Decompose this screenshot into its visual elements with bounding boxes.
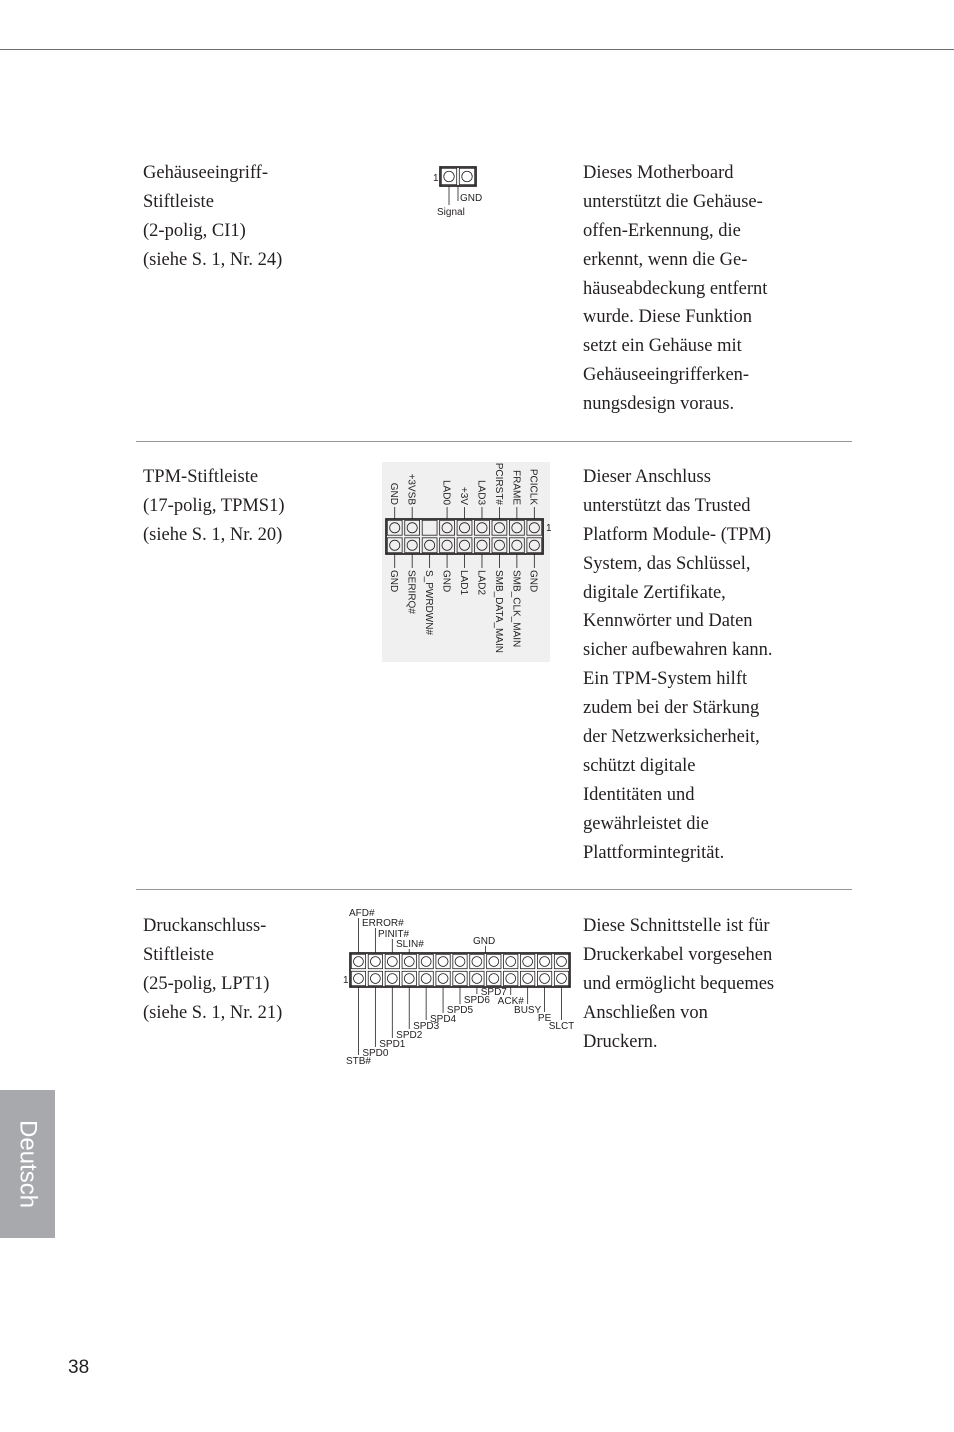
- section-divider: [136, 889, 852, 890]
- lpt-bottom-pin-label: ACK#: [497, 996, 524, 1007]
- tpm-description-line: System, das Schlüssel,: [583, 553, 751, 574]
- pin1-marker: 1: [343, 975, 349, 986]
- pin-hole: [387, 957, 397, 967]
- pin-hole: [557, 957, 567, 967]
- tpm-description: [583, 463, 773, 867]
- tpm-description-line: sicher aufbewahren kann.: [583, 640, 773, 661]
- tpm-title-line: (siehe S. 1, Nr. 20): [143, 524, 283, 545]
- lpt-title-line: (siehe S. 1, Nr. 21): [143, 1002, 283, 1023]
- tpm-top-pin-label: LAD0: [440, 479, 452, 505]
- tpm-description-line: digitale Zertifikate,: [583, 582, 726, 603]
- lpt-top-pin-label: PINIT#: [378, 929, 410, 940]
- pin-hole: [438, 974, 448, 984]
- lpt-bottom-pin-label: SPD1: [379, 1039, 406, 1050]
- pin-hole: [540, 974, 550, 984]
- pin-hole: [421, 957, 431, 967]
- pin-hole: [489, 957, 499, 967]
- tpm-description-line: Platform Module- (TPM): [583, 524, 772, 545]
- tpm-description-line: gewährleistet die: [583, 813, 709, 834]
- lpt-top-pin-label: ERROR#: [362, 918, 404, 929]
- pin-label-signal: Signal: [437, 207, 465, 218]
- tpm-top-pin-label: +3V: [457, 486, 469, 505]
- language-tab-label: Deutsch: [14, 1119, 42, 1209]
- pin-hole: [540, 957, 550, 967]
- tpm-top-pin-label: PCICLK: [527, 468, 539, 505]
- lpt-title-line: Druckanschluss-: [143, 916, 267, 936]
- ci1-description-line: wurde. Diese Funktion: [583, 307, 753, 328]
- lpt-top-pin-label: GND: [473, 936, 496, 947]
- pin-hole: [462, 171, 472, 181]
- pin-hole: [404, 957, 414, 967]
- tpm-bottom-pin-label: GND: [527, 570, 539, 593]
- pin-hole: [404, 974, 414, 984]
- tpm-description-line: unterstützt das Trusted: [583, 495, 751, 516]
- language-tab: [0, 1090, 55, 1238]
- lpt-bottom-pin-label: SPD0: [362, 1048, 389, 1059]
- pin-hole: [472, 957, 482, 967]
- lpt-bottom-pin-label: SPD3: [413, 1021, 440, 1032]
- tpm-bottom-pin-label: LAD1: [457, 570, 469, 596]
- pin-label-gnd: GND: [460, 193, 483, 204]
- top-rule: [0, 49, 954, 50]
- tpm-bottom-pin-label: SERIRQ#: [405, 570, 417, 614]
- ci1-title-line: (2-polig, CI1): [143, 220, 246, 241]
- tpm-top-pin-label: PCIRST#: [492, 462, 504, 505]
- ci1-description-line: häuseabdeckung entfernt: [583, 278, 768, 299]
- pin1-marker: 1: [546, 523, 552, 534]
- tpm-description-line: der Netzwerksicherheit,: [583, 727, 760, 748]
- tpm-top-pin-label: +3VSB: [405, 473, 417, 505]
- ci1-description-line: erkennt, wenn die Ge-: [583, 249, 748, 270]
- ci1-title-line: Stiftleiste: [143, 191, 214, 212]
- lpt-description-line: und ermöglicht bequemes: [583, 973, 775, 994]
- tpm-top-pin-label: GND: [388, 482, 400, 505]
- lpt-title-line: (25-polig, LPT1): [143, 973, 270, 994]
- ci1-pin-diagram: [430, 160, 490, 218]
- section-divider: [136, 441, 852, 442]
- pin-hole: [438, 957, 448, 967]
- pin1-marker: 1: [433, 173, 439, 184]
- pin-hole: [523, 957, 533, 967]
- ci1-description-line: unterstützt die Gehäuse-: [583, 191, 763, 212]
- pin-hole: [506, 974, 516, 984]
- lpt-bottom-pin-label: BUSY: [514, 1005, 542, 1016]
- pin-hole: [444, 171, 454, 181]
- pin-hole: [455, 957, 465, 967]
- tpm-top-pin-label: FRAME: [510, 470, 522, 505]
- tpm-bottom-pin-label: GND: [388, 570, 400, 593]
- tpm-title-line: TPM-Stiftleiste: [143, 467, 259, 487]
- tpm-description-line: Dieser Anschluss: [583, 467, 711, 487]
- tpm-description-line: zudem bei der Stärkung: [583, 698, 760, 719]
- ci1-description-line: setzt ein Gehäuse mit: [583, 336, 742, 357]
- lpt-bottom-pin-label: SPD4: [429, 1014, 457, 1025]
- tpm-top-pin-label: LAD3: [475, 479, 487, 505]
- tpm-title-line: (17-polig, TPMS1): [143, 495, 285, 516]
- ci1-title-line: Gehäuseeingriff-: [143, 163, 268, 183]
- ci1-description-line: offen-Erkennung, die: [583, 220, 741, 241]
- pin-hole: [421, 974, 431, 984]
- tpm-bottom-pin-label: SMB_DATA_MAIN: [492, 570, 504, 653]
- lpt-top-pin-label: AFD#: [349, 908, 375, 919]
- tpm-bottom-pin-label: S_PWRDWN#: [423, 570, 435, 636]
- header-outline: [350, 953, 570, 987]
- tpm-bottom-pin-label: GND: [440, 570, 452, 593]
- lpt-title-line: Stiftleiste: [143, 944, 214, 965]
- pin-hole: [557, 974, 567, 984]
- lpt-top-pin-label: SLIN#: [396, 939, 424, 950]
- pin-hole: [370, 974, 380, 984]
- lpt-bottom-pin-label: SLCT: [548, 1021, 575, 1032]
- ci1-title-line: (siehe S. 1, Nr. 24): [143, 249, 283, 270]
- lpt-pin-diagram: [340, 905, 580, 1070]
- pin-hole: [354, 974, 364, 984]
- pin-hole: [472, 974, 482, 984]
- tpm-title: [143, 463, 285, 550]
- lpt-bottom-pin-label: SPD7: [480, 987, 507, 998]
- lpt-description-line: Anschließen von: [583, 1002, 708, 1023]
- ci1-title: [143, 159, 282, 275]
- lpt-title: [143, 912, 282, 1028]
- tpm-pin-diagram: [382, 462, 554, 662]
- ci1-description-line: Gehäuseeingrifferken-: [583, 365, 750, 386]
- page-number: 38: [68, 1357, 90, 1378]
- pin-hole: [506, 957, 516, 967]
- pin-hole: [489, 974, 499, 984]
- lpt-bottom-pin-label: STB#: [345, 1056, 371, 1067]
- tpm-description-line: Kennwörter und Daten: [583, 611, 753, 632]
- lpt-description-line: Druckerkabel vorgesehen: [583, 944, 773, 965]
- lpt-description-line: Druckern.: [583, 1031, 658, 1052]
- tpm-bottom-pin-label: LAD2: [475, 570, 487, 596]
- lpt-bottom-pin-label: PE: [537, 1013, 552, 1024]
- ci1-description-line: nungsdesign voraus.: [583, 394, 735, 415]
- lpt-bottom-pin-label: SPD2: [396, 1030, 423, 1041]
- lpt-bottom-pin-label: SPD6: [463, 995, 490, 1006]
- lpt-description: [583, 912, 774, 1056]
- ci1-description: [583, 159, 767, 419]
- pin-hole: [523, 974, 533, 984]
- tpm-description-line: Ein TPM-System hilft: [583, 669, 748, 690]
- tpm-description-line: Identitäten und: [583, 784, 695, 805]
- lpt-bottom-pin-label: SPD5: [446, 1005, 474, 1016]
- tpm-description-line: Plattformintegrität.: [583, 842, 725, 863]
- pin-hole: [370, 957, 380, 967]
- pin-hole: [455, 974, 465, 984]
- pin-hole: [354, 957, 364, 967]
- pin-hole: [387, 974, 397, 984]
- ci1-description-line: Dieses Motherboard: [583, 163, 734, 183]
- tpm-description-line: schützt digitale: [583, 755, 696, 776]
- lpt-description-line: Diese Schnittstelle ist für: [583, 916, 770, 936]
- tpm-bottom-pin-label: SMB_CLK_MAIN: [510, 570, 522, 648]
- header-outline: [440, 167, 476, 186]
